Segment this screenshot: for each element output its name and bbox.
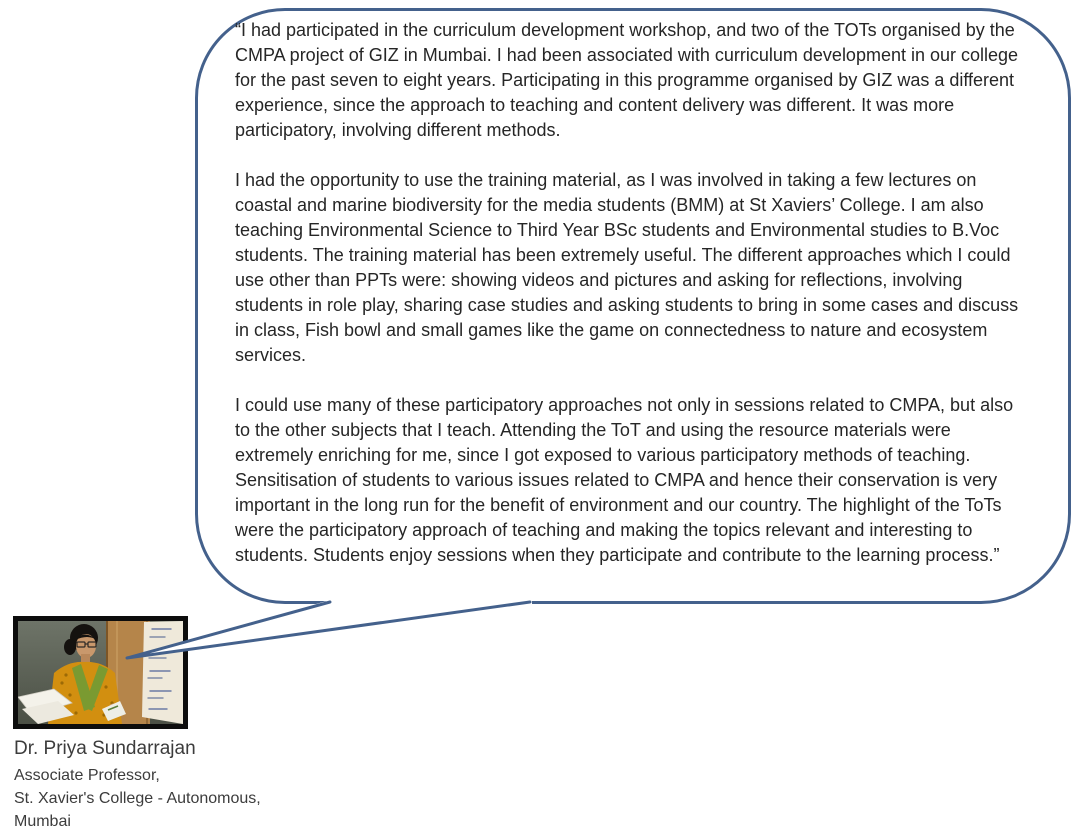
quote-paragraph-3: I could use many of these participatory approaches not only in sessions related to CMPA, but also to the other subjects that I teach. Attending the ToT and using the resource materials were extremely enriching for me, since I got exposed to various participatory methods of teaching. Sensitisation of students to various issues related to CMPA and hence their conservation is very important in the long run for the benefit of environment and our country. The highlight of the ToTs were the participatory approach of teaching and making the topics relevant and interesting to students. Students enjoy sessions when they participate and contribute to the learning process.” — [235, 395, 1014, 565]
speaker-photo — [13, 616, 188, 729]
quote-paragraph-1: “I had participated in the curriculum development workshop, and two of the TOTs organised by the CMPA project of GIZ in Mumbai. I had been associated with curriculum development in our college for the past seven to eight years. Participating in this programme organised by GIZ was a different experience, since the approach to teaching and content delivery was different. It was more participatory, involving different methods. — [235, 20, 1019, 140]
speech-bubble — [195, 8, 1071, 604]
speaker-title: Associate Professor, — [14, 767, 160, 784]
speaker-name: Dr. Priya Sundarrajan — [14, 738, 196, 759]
speaker-photo-illustration — [18, 621, 183, 724]
speaker-caption — [14, 737, 261, 833]
quote-paragraph-2: I had the opportunity to use the training material, as I was involved in taking a few lectures on coastal and marine biodiversity for the media students (BMM) at St Xaviers’ College. I am also teaching Environmental Science to Third Year BSc students and Environmental studies to B.Voc students. The training material has been extremely useful. The different approaches which I could use other than PPTs were: showing videos and pictures and asking for reflections, involving students in role play, sharing case studies and asking students to bring in some cases and discuss in class, Fish bowl and small games like the game on connectedness to nature and ecosystem services. — [235, 170, 1019, 365]
speaker-city: Mumbai — [14, 813, 71, 830]
testimonial-quote — [235, 18, 1032, 568]
speaker-institution: St. Xavier's College - Autonomous, — [14, 790, 261, 807]
